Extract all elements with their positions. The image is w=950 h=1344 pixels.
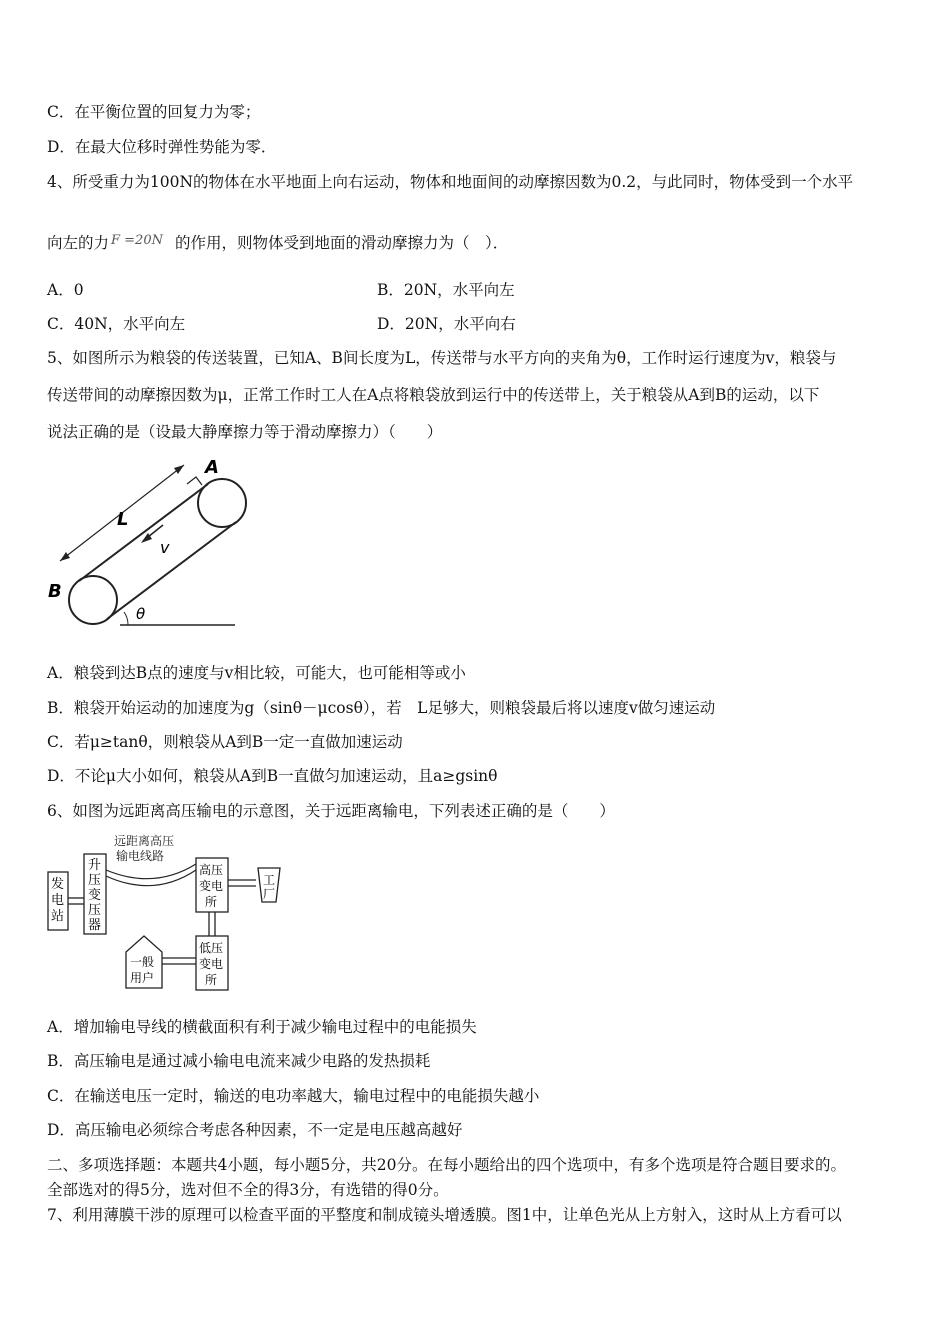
hv-sub-line-2: 变电 bbox=[199, 879, 224, 893]
q6-stem: 6、如图为远距离高压输电的示意图，关于远距离输电，下列表述正确的是（ ） bbox=[47, 802, 615, 820]
section2-line2: 全部选对的得5分，选对但不全的得3分，有选错的得0分。 bbox=[47, 1181, 449, 1199]
q6-option-c: C．在输送电压一定时，输送的电功率越大，输电过程中的电能损失越小 bbox=[47, 1087, 540, 1105]
transmission-line-1 bbox=[106, 864, 196, 879]
q7-stem-line1: 7、利用薄膜干涉的原理可以检查平面的平整度和制成镜头增透膜。图1中，让单色光从上方射入，这时从上方看可以 bbox=[47, 1206, 842, 1224]
step-up-char-1: 升 bbox=[88, 858, 102, 873]
q3-option-d: D．在最大位移时弹性势能为零． bbox=[47, 138, 277, 156]
step-up-char-2: 压 bbox=[88, 873, 102, 888]
belt-lower-edge bbox=[107, 522, 236, 619]
q4-stem-part2: 的作用，则物体受到地面的滑动摩擦力为（ ）． bbox=[175, 234, 509, 252]
lv-sub-line-1: 低压 bbox=[199, 941, 224, 955]
q4-stem-line1: 4、所受重力为100N的物体在水平地面上向右运动，物体和地面间的动摩擦因数为0.2，与此同时，物体受到一个水平 bbox=[47, 173, 854, 191]
q5-option-b: B．粮袋开始运动的加速度为g（sinθ－μcosθ），若 L足够大，则粮袋最后将以速度v做匀速运动 bbox=[47, 699, 716, 717]
belt-upper-edge bbox=[79, 484, 208, 581]
users-line-1: 一般 bbox=[130, 955, 155, 969]
q4-option-c: C．40N，水平向左 bbox=[47, 315, 186, 333]
step-up-char-4: 压 bbox=[88, 903, 102, 918]
label-l: L bbox=[117, 509, 129, 530]
label-a: A bbox=[205, 457, 219, 478]
q5-stem-line2: 传送带间的动摩擦因数为μ，正常工作时工人在A点将粮袋放到运行中的传送带上，关于粮袋从A到B的运动，以下 bbox=[47, 386, 820, 404]
q6-option-d: D．高压输电必须综合考虑各种因素，不一定是电压越高越好 bbox=[47, 1121, 463, 1139]
conveyor-figure bbox=[40, 455, 255, 635]
q4-option-a: A．0 bbox=[47, 281, 84, 299]
lv-sub-line-2: 变电 bbox=[199, 957, 224, 971]
q3-option-c: C．在平衡位置的回复力为零； bbox=[47, 103, 261, 121]
q4-option-d: D．20N，水平向右 bbox=[377, 315, 516, 333]
q4-option-b: B．20N，水平向左 bbox=[377, 281, 515, 299]
q4-force-label: F =20N bbox=[111, 233, 163, 248]
factory-char-2: 厂 bbox=[263, 887, 276, 901]
q5-option-a: A．粮袋到达B点的速度与v相比较，可能大，也可能相等或小 bbox=[47, 664, 466, 682]
hv-sub-line-3: 所 bbox=[205, 895, 218, 909]
bag-marker bbox=[187, 477, 202, 485]
hv-sub-line-1: 高压 bbox=[199, 863, 224, 877]
q6-option-b: B．高压输电是通过减小输电电流来减少电路的发热损耗 bbox=[47, 1052, 431, 1070]
users-line-2: 用户 bbox=[130, 971, 155, 985]
q4-stem-line2 bbox=[47, 233, 508, 253]
q5-stem-line3: 说法正确的是（设最大静摩擦力等于滑动摩擦力）（ ） bbox=[47, 423, 443, 441]
label-b: B bbox=[48, 581, 62, 602]
length-arrow-head-top bbox=[174, 465, 184, 474]
line-label-2: 输电线路 bbox=[116, 849, 165, 863]
step-up-char-3: 变 bbox=[88, 888, 102, 903]
length-arrow-head-bottom bbox=[60, 552, 70, 561]
station-char-3: 站 bbox=[51, 909, 65, 924]
label-theta: θ bbox=[136, 605, 146, 623]
station-char-1: 发 bbox=[51, 877, 65, 892]
station-char-2: 电 bbox=[51, 893, 65, 908]
transmission-line-2 bbox=[106, 870, 196, 886]
q4-stem-part1: 向左的力 bbox=[47, 234, 110, 252]
section2-line1: 二、多项选择题：本题共4小题，每小题5分，共20分。在每小题给出的四个选项中，有多个选项是符合题目要求的。 bbox=[47, 1156, 846, 1174]
q6-option-a: A．增加输电导线的横截面积有利于减少输电过程中的电能损失 bbox=[47, 1018, 477, 1036]
power-transmission-figure bbox=[44, 828, 294, 998]
angle-arc bbox=[124, 612, 128, 625]
lv-sub-line-3: 所 bbox=[205, 973, 218, 987]
factory-char-1: 工 bbox=[263, 873, 276, 887]
line-label-1: 远距离高压 bbox=[114, 834, 175, 848]
label-v: v bbox=[160, 538, 170, 557]
q5-stem-line1: 5、如图所示为粮袋的传送装置，已知A、B间长度为L，传送带与水平方向的夹角为θ，工作时运行速度为v，粮袋与 bbox=[47, 349, 837, 367]
q5-option-c: C．若μ≥tanθ，则粮袋从A到B一定一直做加速运动 bbox=[47, 733, 403, 751]
step-up-char-5: 器 bbox=[88, 918, 102, 933]
q5-option-d: D．不论μ大小如何，粮袋从A到B一直做匀加速运动，且a≥gsinθ bbox=[47, 767, 498, 785]
